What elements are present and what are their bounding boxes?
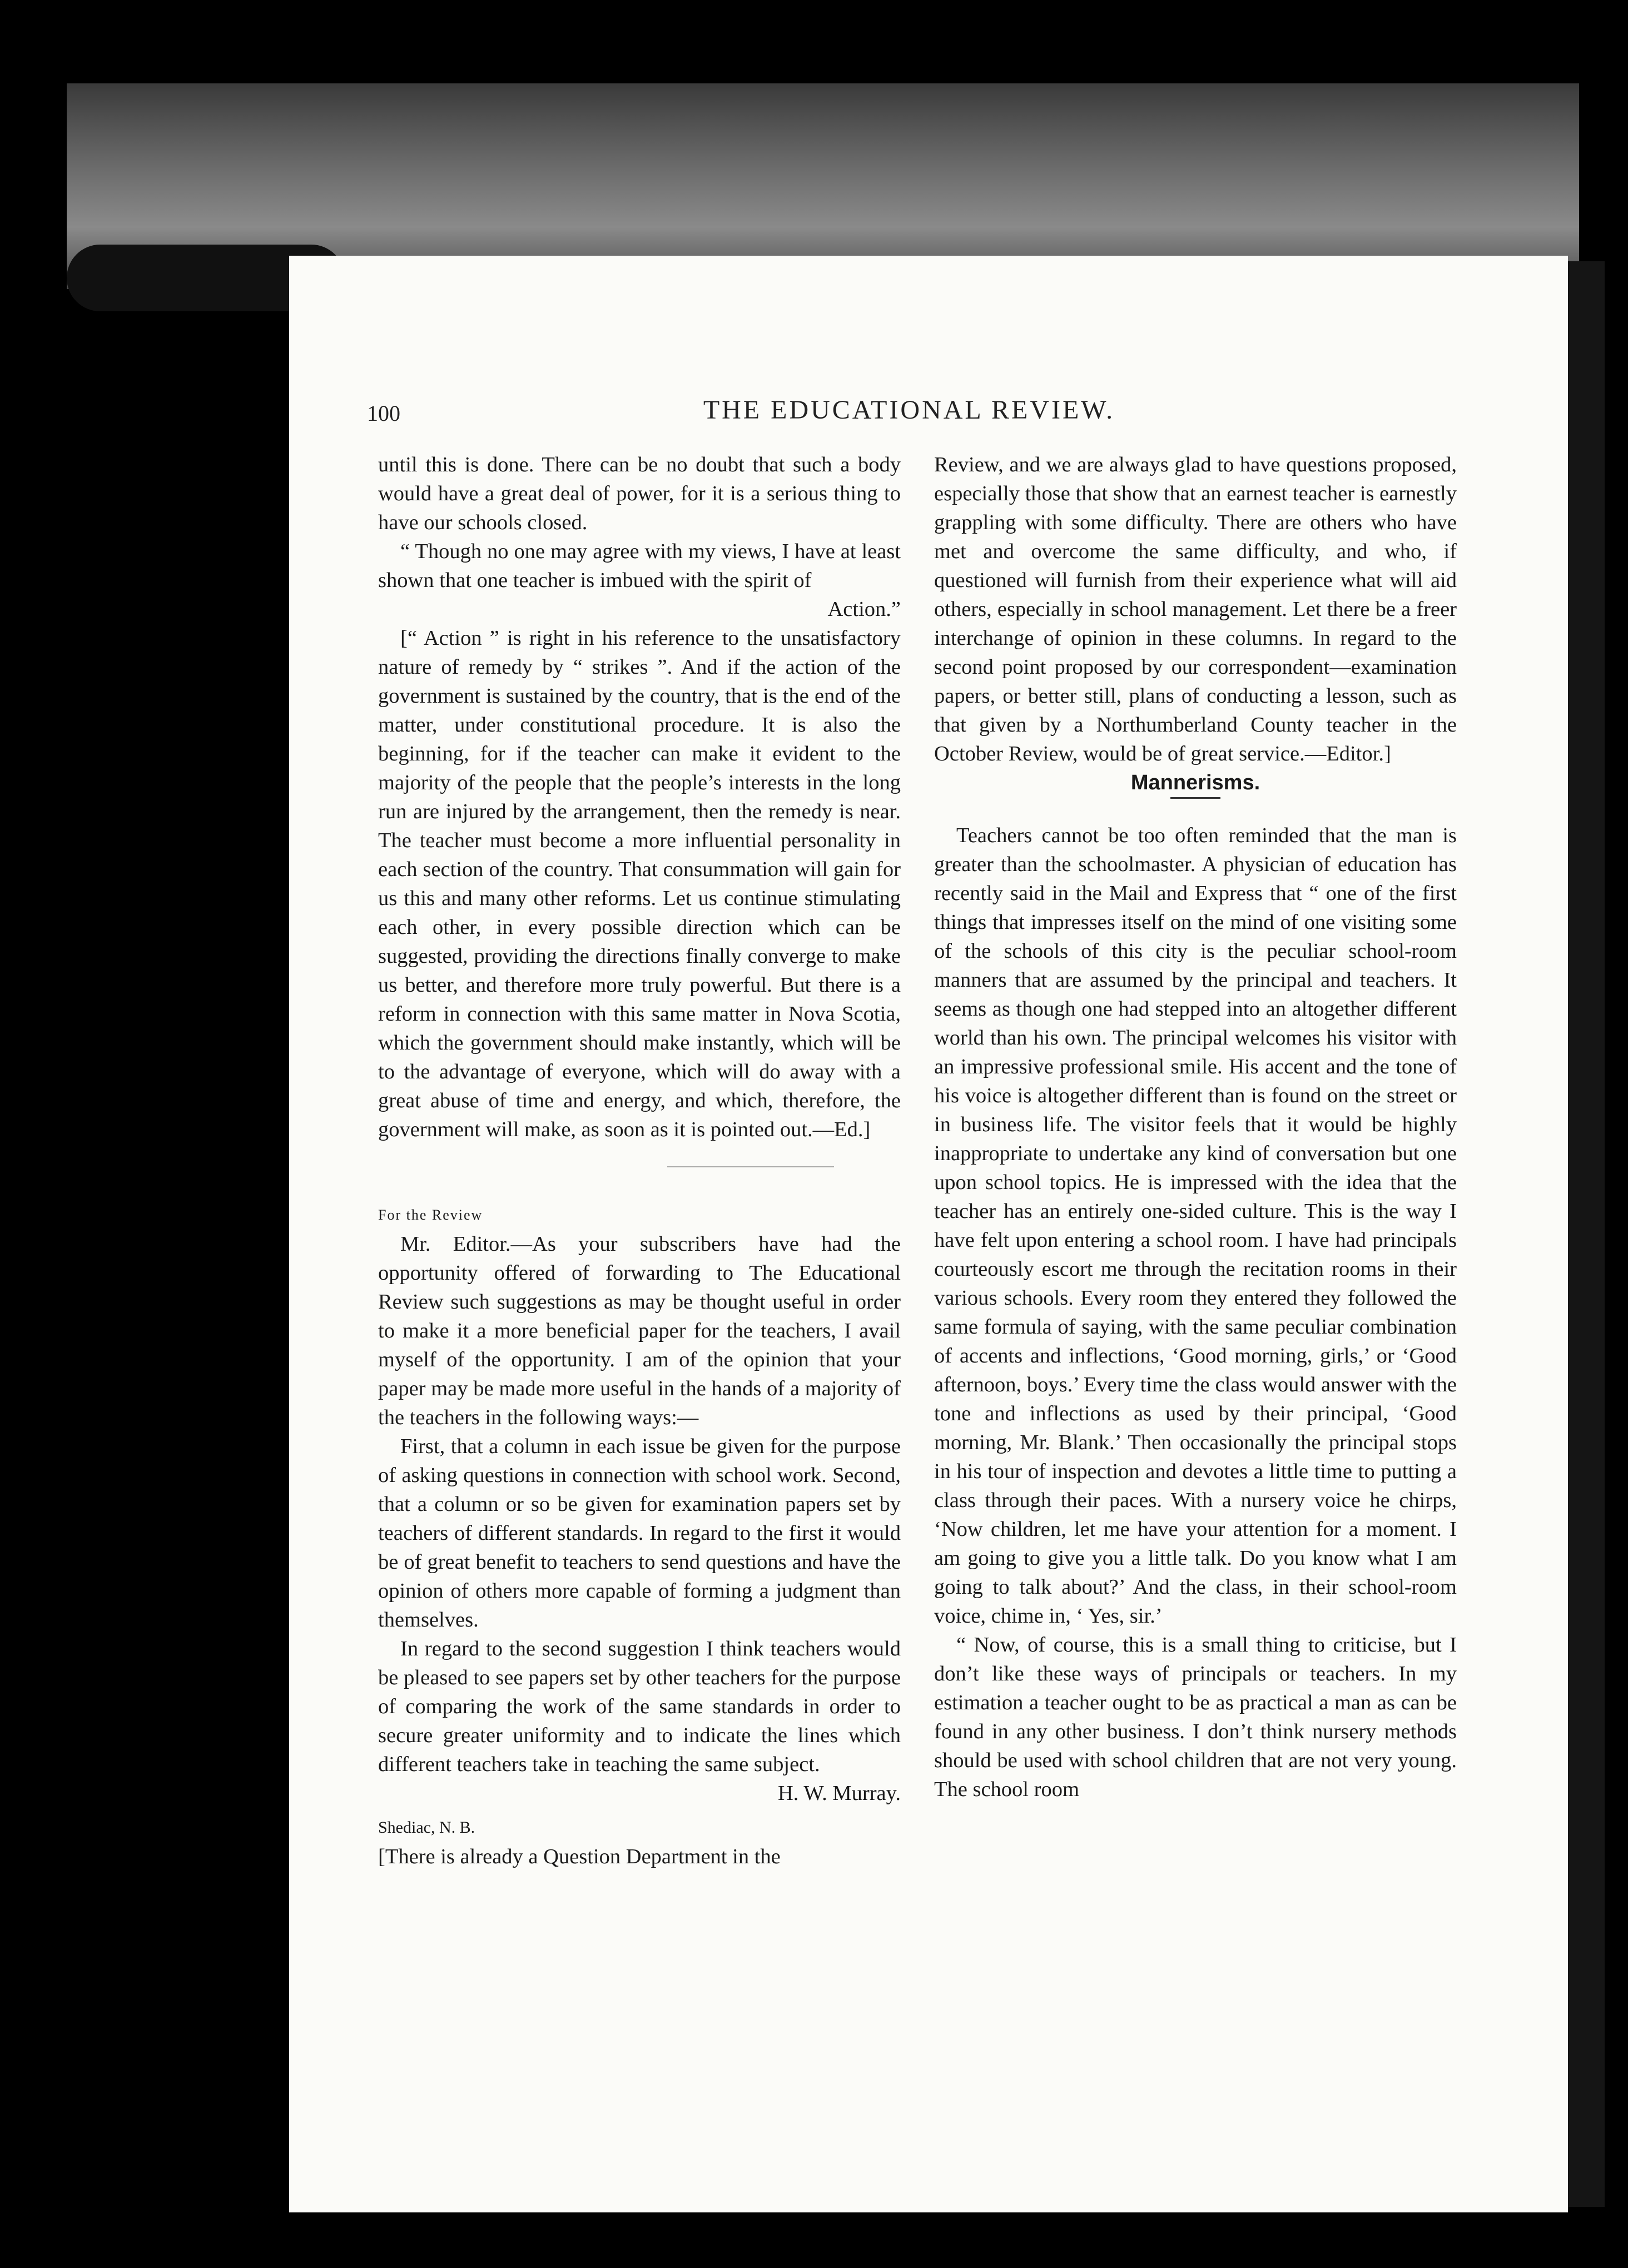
letter-paragraph: In regard to the second suggestion I think teachers would be pleased to see papers set by other teachers for the purpose of comparing the work of the same standards in order to secure greater uniformity and to indicate the lines which different teachers take in teaching the same subject. bbox=[378, 1637, 901, 1776]
page-number: 100 bbox=[367, 401, 400, 426]
running-title: THE EDUCATIONAL REVIEW. bbox=[703, 395, 1115, 425]
paragraph: until this is done. There can be no doubt that such a body would have a great deal of power, for it is a serious thing to have our schools closed. bbox=[378, 453, 901, 534]
editor-note: [There is already a Question Department in the bbox=[378, 1845, 781, 1868]
right-column bbox=[934, 450, 1457, 1804]
left-column bbox=[378, 450, 901, 1871]
letter-paragraph: First, that a column in each issue be given for the purpose of asking questions in connection with school work. Second, that a column or so be given for examination papers set by teachers of different standards. In regard to the first it would be of great benefit to teachers to send questions and have the opinion of others more capable of forming a judgment than themselves. bbox=[378, 1435, 901, 1632]
page-header bbox=[367, 395, 1451, 434]
letter-signature: Action.” bbox=[827, 598, 901, 621]
article-heading: Mannerisms. bbox=[1130, 771, 1260, 794]
letter-paragraph: Mr. Editor.—As your subscribers have had the opportunity offered of forwarding to The Educational Review such suggestions as may be thought useful in order to make it a more beneficial paper for the teachers, I avail myself of the opportunity. I am of the opinion that your paper may be made more useful in the hands of a majority of the teachers in the following ways:— bbox=[378, 1232, 901, 1429]
article-paragraph: Teachers cannot be too often reminded that the man is greater than the schoolmaster. A physician of education has recently said in the Mail and Express that “ one of the first things that impresses itself on the mind of one visiting some of the schools of this city is the peculiar school-room manners that are assumed by the principal and teachers. It seems as though one had stepped into an altogether different world than his own. The principal welcomes his visitor with an impressive professional smile. His accent and the tone of his voice is altogether different than is found on the street or in business life. The visitor feels that it would be highly inappropriate to undertake any kind of conversation but one upon school topics. He is impressed with the idea that the teacher has an entirely one-sided culture. This is the way I have felt upon entering a school room. I have had principals courteously escort me through the recitation rooms in their various schools. Every room they entered they followed the same formula of saying, with the same peculiar combination of accents and inflections, ‘Good morning, girls,’ or ‘Good afternoon, boys.’ Every time the class would answer with the tone and inflections as used by their principal, ‘Good morning, Mr. Blank.’ Then occasionally the principal stops in his tour of inspection and devotes a little time to putting a class through their paces. With a nursery voice he chirps, ‘Now children, let me have your attention for a moment. I am going to give you a little talk. Do you know what I am going to talk about?’ And the class, in their school-room voice, chime in, ‘ Yes, sir.’ bbox=[934, 824, 1457, 1628]
dateline: Shediac, N. B. bbox=[378, 1818, 475, 1837]
editor-reply: [“ Action ” is right in his reference to the unsatisfactory nature of remedy by “ strikes ”. And if the action of the government is sustained by the country, that is the end of the matter, under constitutional procedure. It is also the beginning, for if the teacher can make it evident to the majority of the people that the people’s interests in the long run are injured by the arrangement, then the remedy is near. The teacher must become a more influential personality in each section of the country. That consummation will gain for us this and many other reforms. Let us continue stimulating each other, in every possible direction which can be suggested, providing the directions finally converge to make us better, and therefore more truly powerful. But there is a reform in connection with this same matter in Nova Scotia, which the government should make instantly, which will be to the advantage of everyone, which will do away with a great abuse of time and energy, and which, therefore, the government will make, as soon as it is pointed out.—Ed.] bbox=[378, 626, 901, 1141]
divider bbox=[667, 1166, 834, 1167]
letter-signature: H. W. Murray. bbox=[778, 1782, 901, 1805]
paragraph: “ Though no one may agree with my views, I have at least shown that one teacher is imbued with the spirit of bbox=[378, 540, 901, 592]
editor-note-continued: Review, and we are always glad to have questions proposed, especially those that show that an earnest teacher is earnestly grappling with some difficulty. There are others who have met and overcome the same difficulty, and who, if questioned will furnish from their experience what will aid others, especially in school management. Let there be a freer interchange of opinion in these columns. In regard to the second point proposed by our correspondent—examination papers, or better still, plans of conducting a lesson, such as that given by a Northumberland County teacher in the October Review, would be of great service.—Editor.] bbox=[934, 453, 1457, 765]
article-paragraph: “ Now, of course, this is a small thing to criticise, but I don’t like these ways of principals or teachers. In my estimation a teacher ought to be as practical a man as can be found in any other business. I don’t think nursery methods should be used with school children that are not very young. The school room bbox=[934, 1633, 1457, 1801]
for-the-review-label: For the Review bbox=[378, 1207, 483, 1223]
heading-rule bbox=[1170, 797, 1220, 799]
document-page bbox=[289, 256, 1568, 2212]
